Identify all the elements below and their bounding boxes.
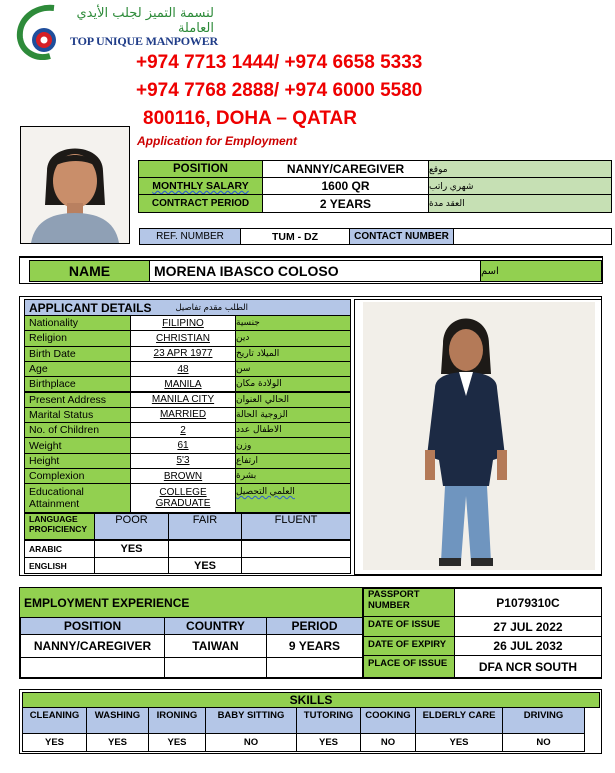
detail-value-cell bbox=[130, 361, 236, 377]
detail-label: No. of Children bbox=[24, 422, 131, 438]
experience-empty-position bbox=[20, 657, 165, 678]
skill-value: YES bbox=[22, 733, 87, 752]
date-of-issue-value: 27 JUL 2022 bbox=[454, 616, 602, 637]
contract-arabic: العقد مدة bbox=[428, 194, 612, 213]
name-arabic: اسم bbox=[480, 260, 602, 282]
contract-value: 2 YEARS bbox=[262, 194, 429, 213]
place-of-issue-value: DFA NCR SOUTH bbox=[454, 655, 602, 678]
salary-value: 1600 QR bbox=[262, 177, 429, 195]
detail-arabic: سن bbox=[235, 361, 351, 377]
detail-value-cell bbox=[130, 315, 236, 331]
detail-value: MARRIED bbox=[159, 409, 207, 421]
salary-arabic: شهري راتب bbox=[428, 177, 612, 195]
skill-value: YES bbox=[86, 733, 149, 752]
passport-number-value: P1079310C bbox=[454, 588, 602, 617]
date-of-expiry-label: DATE OF EXPIRY bbox=[363, 636, 455, 656]
experience-col-period: PERIOD bbox=[266, 617, 363, 635]
place-of-issue-label: PLACE OF ISSUE bbox=[363, 655, 455, 678]
detail-value-cell bbox=[130, 453, 236, 469]
detail-value-cell bbox=[130, 392, 236, 408]
language-col-fluent: FLUENT bbox=[241, 513, 351, 540]
experience-row-position: NANNY/CAREGIVER bbox=[20, 634, 165, 658]
language-col-poor: POOR bbox=[94, 513, 169, 540]
language-arabic-fluent bbox=[241, 540, 351, 558]
education-value: COLLEGE GRADUATE bbox=[130, 483, 236, 513]
form-title: Application for Employment bbox=[137, 134, 298, 148]
detail-arabic: الاطفال عدد bbox=[235, 422, 351, 438]
language-col-fair: FAIR bbox=[168, 513, 242, 540]
detail-arabic: الزوجية الحالة bbox=[235, 407, 351, 423]
detail-arabic: بشرة bbox=[235, 468, 351, 484]
language-arabic-fair bbox=[168, 540, 242, 558]
skill-label: DRIVING bbox=[502, 707, 585, 734]
skill-label: WASHING bbox=[86, 707, 149, 734]
applicant-portrait-photo bbox=[20, 126, 130, 244]
detail-value: CHRISTIAN bbox=[156, 332, 210, 344]
skill-value: YES bbox=[148, 733, 206, 752]
detail-value-cell bbox=[130, 437, 236, 453]
contact-number-label: CONTACT NUMBER bbox=[349, 228, 454, 245]
skill-label: IRONING bbox=[148, 707, 206, 734]
experience-col-position: POSITION bbox=[20, 617, 165, 635]
detail-value: FILIPINO bbox=[162, 317, 204, 329]
detail-value: MANILA bbox=[164, 378, 202, 390]
salary-label: MONTHLY SALARY bbox=[138, 177, 263, 195]
passport-number-label: PASSPORT NUMBER bbox=[363, 588, 455, 617]
contract-label: CONTRACT PERIOD bbox=[138, 194, 263, 213]
detail-label: Present Address bbox=[24, 392, 131, 408]
detail-value-cell bbox=[130, 330, 236, 346]
position-value: NANNY/CAREGIVER bbox=[262, 160, 429, 178]
skill-value: YES bbox=[296, 733, 361, 752]
detail-value: 2 bbox=[180, 424, 186, 436]
detail-label: Age bbox=[24, 361, 131, 377]
language-proficiency-label: LANGUAGE PROFICIENCY bbox=[24, 513, 95, 540]
experience-row-period: 9 YEARS bbox=[266, 634, 363, 658]
experience-row-country: TAIWAN bbox=[164, 634, 267, 658]
detail-arabic: الولادة مكان bbox=[235, 376, 351, 392]
language-english-poor bbox=[94, 557, 169, 574]
education-label: Educational Attainment bbox=[24, 483, 131, 513]
skill-value: NO bbox=[205, 733, 297, 752]
applicant-full-body-photo bbox=[354, 299, 602, 575]
contact-number-value[interactable] bbox=[453, 228, 612, 245]
skill-label: BABY SITTING bbox=[205, 707, 297, 734]
detail-arabic: جنسية bbox=[235, 315, 351, 331]
detail-label: Weight bbox=[24, 437, 131, 453]
date-of-issue-label: DATE OF ISSUE bbox=[363, 616, 455, 637]
detail-label: Marital Status bbox=[24, 407, 131, 423]
name-value: MORENA IBASCO COLOSO bbox=[149, 260, 481, 282]
detail-arabic: دين bbox=[235, 330, 351, 346]
language-arabic-label: ARABIC bbox=[24, 540, 95, 558]
language-english-fluent bbox=[241, 557, 351, 574]
skill-label: TUTORING bbox=[296, 707, 361, 734]
employment-experience-header: EMPLOYMENT EXPERIENCE bbox=[20, 588, 363, 617]
company-address: 800116, DOHA – QATAR bbox=[143, 108, 358, 129]
education-arabic: العلمي التحصيل bbox=[235, 483, 351, 513]
detail-value-cell bbox=[130, 346, 236, 362]
position-label: POSITION bbox=[138, 160, 263, 178]
ref-number-value: TUM - DZ bbox=[240, 228, 350, 245]
detail-value: 23 APR 1977 bbox=[153, 348, 213, 360]
detail-label: Birthplace bbox=[24, 376, 131, 392]
detail-label: Height bbox=[24, 453, 131, 469]
company-logo bbox=[14, 4, 64, 60]
detail-arabic: ارتفاع bbox=[235, 453, 351, 469]
skill-label: ELDERLY CARE bbox=[415, 707, 503, 734]
detail-value: MANILA CITY bbox=[151, 394, 215, 406]
detail-value-cell bbox=[130, 407, 236, 423]
skill-label: CLEANING bbox=[22, 707, 87, 734]
detail-value-cell bbox=[130, 422, 236, 438]
phone-line-2: +974 7768 2888/ +974 6000 5580 bbox=[136, 80, 423, 101]
detail-value: 48 bbox=[177, 363, 189, 375]
skill-label: COOKING bbox=[360, 707, 416, 734]
detail-value: 5'3 bbox=[176, 455, 190, 467]
language-arabic-poor: YES bbox=[94, 540, 169, 558]
date-of-expiry-value: 26 JUL 2032 bbox=[454, 636, 602, 656]
name-label: NAME bbox=[29, 260, 150, 282]
skill-value: YES bbox=[415, 733, 503, 752]
skill-value: NO bbox=[360, 733, 416, 752]
detail-value: 61 bbox=[177, 440, 189, 452]
ref-number-label: REF. NUMBER bbox=[139, 228, 241, 245]
detail-arabic: وزن bbox=[235, 437, 351, 453]
skill-value: NO bbox=[502, 733, 585, 752]
detail-arabic: الحالي العنوان bbox=[235, 392, 351, 408]
experience-col-country: COUNTRY bbox=[164, 617, 267, 635]
detail-label: Complexion bbox=[24, 468, 131, 484]
company-english-name: TOP UNIQUE MANPOWER bbox=[70, 34, 218, 48]
detail-label: Religion bbox=[24, 330, 131, 346]
experience-empty-country bbox=[164, 657, 267, 678]
experience-empty-period bbox=[266, 657, 363, 678]
applicant-details-header: APPLICANT DETAILS الطلب مقدم تفاصيل bbox=[24, 299, 351, 316]
position-arabic: موقع bbox=[428, 160, 612, 178]
detail-arabic: الميلاد تاريخ bbox=[235, 346, 351, 362]
company-arabic-name: لنسمة التميز لجلب الأيدي العاملة bbox=[76, 6, 214, 36]
detail-label: Nationality bbox=[24, 315, 131, 331]
detail-label: Birth Date bbox=[24, 346, 131, 362]
detail-value-cell bbox=[130, 468, 236, 484]
language-english-fair: YES bbox=[168, 557, 242, 574]
language-english-label: ENGLISH bbox=[24, 557, 95, 574]
phone-line-1: +974 7713 1444/ +974 6658 5333 bbox=[136, 52, 423, 73]
skills-header: SKILLS bbox=[22, 692, 600, 708]
detail-value-cell bbox=[130, 376, 236, 392]
detail-value: BROWN bbox=[163, 470, 203, 482]
